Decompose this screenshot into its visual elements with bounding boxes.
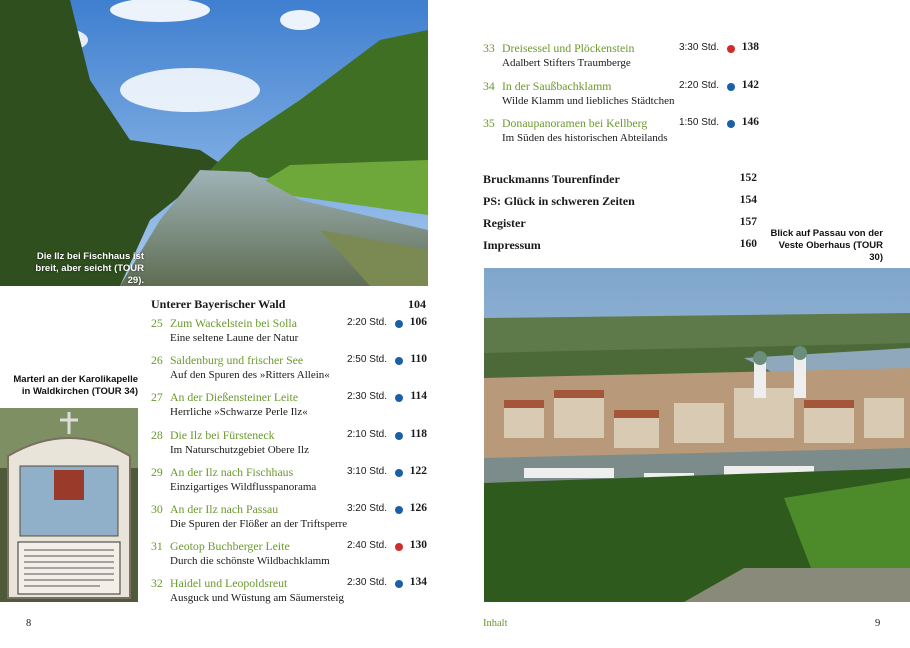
tour-title: Zum Wackelstein bei Solla bbox=[170, 316, 297, 330]
toc-entry bbox=[483, 78, 759, 107]
tour-duration: 3:30 Std. bbox=[678, 42, 719, 53]
section-page: 104 bbox=[408, 297, 426, 311]
tour-title: Donaupanoramen bei Kellberg bbox=[502, 116, 648, 130]
tour-duration: 2:30 Std. bbox=[346, 577, 387, 589]
back-matter-item bbox=[483, 238, 757, 253]
tour-title: An der Dießensteiner Leite bbox=[170, 390, 299, 405]
tour-subtitle: Im Naturschutzgebiet Obere Ilz bbox=[170, 443, 309, 456]
difficulty-dot-icon bbox=[395, 357, 403, 365]
tour-duration: 3:20 Std. bbox=[346, 503, 387, 514]
tour-number: 25 bbox=[151, 316, 163, 330]
tour-duration: 2:30 Std. bbox=[346, 391, 387, 403]
toc-entry bbox=[151, 502, 427, 530]
tour-number: 29 bbox=[151, 464, 163, 479]
tour-subtitle: Einzigartiges Wildflusspanorama bbox=[170, 480, 317, 493]
tour-page: 122 bbox=[409, 464, 427, 477]
difficulty-dot-icon bbox=[395, 320, 403, 328]
tour-title: An der Ilz nach Fischhaus bbox=[170, 464, 294, 479]
tour-page: 134 bbox=[409, 576, 427, 589]
tour-title: Saldenburg und frischer See bbox=[170, 353, 304, 368]
tour-page: 142 bbox=[741, 78, 759, 91]
tour-title: Haidel und Leopoldsreut bbox=[170, 576, 288, 591]
tour-duration: 2:40 Std. bbox=[346, 540, 387, 552]
tour-page: 146 bbox=[741, 116, 759, 128]
tour-number: 28 bbox=[151, 427, 163, 442]
tour-duration: 3:10 Std. bbox=[346, 465, 387, 477]
toc-entry bbox=[483, 116, 759, 144]
marterl-photo bbox=[0, 408, 138, 602]
difficulty-dot-icon bbox=[727, 120, 735, 128]
tour-title: Geotop Buchberger Leite bbox=[170, 539, 290, 554]
toc-entry bbox=[151, 353, 427, 382]
page-number-right: 9 bbox=[875, 618, 881, 629]
tour-title: In der Saußbachklamm bbox=[502, 78, 612, 93]
page-number-left: 8 bbox=[26, 618, 32, 629]
toc-entry bbox=[151, 427, 427, 456]
difficulty-dot-icon bbox=[395, 432, 403, 440]
tour-title: Dreisessel und Plöckenstein bbox=[502, 41, 635, 55]
difficulty-dot-icon bbox=[395, 469, 403, 477]
difficulty-dot-icon bbox=[395, 580, 403, 588]
marterl-photo-caption: Marterl an der Karolikapelle in Waldkirchen (TOUR 34) bbox=[13, 374, 138, 397]
back-matter-page: 157 bbox=[739, 216, 757, 228]
back-matter-page: 152 bbox=[739, 172, 757, 184]
difficulty-dot-icon bbox=[395, 543, 403, 551]
tour-duration: 2:50 Std. bbox=[346, 354, 387, 366]
tour-number: 35 bbox=[483, 116, 495, 130]
tour-title: Die Ilz bei Fürsteneck bbox=[170, 427, 275, 442]
tour-page: 130 bbox=[409, 539, 427, 552]
difficulty-dot-icon bbox=[395, 506, 403, 514]
tour-subtitle: Auf den Spuren des »Ritters Allein« bbox=[170, 369, 330, 382]
back-matter-item bbox=[483, 216, 757, 231]
tour-number: 34 bbox=[483, 78, 495, 93]
tour-subtitle: Durch die schönste Wildbachklamm bbox=[170, 555, 330, 568]
back-matter-item bbox=[483, 194, 757, 209]
tour-number: 31 bbox=[151, 539, 163, 554]
river-photo-caption: Die Ilz bei Fischhaus ist breit, aber seicht (TOUR 29). bbox=[35, 251, 144, 286]
tour-page: 106 bbox=[409, 316, 427, 328]
tour-page: 114 bbox=[410, 390, 427, 403]
tour-number: 33 bbox=[483, 41, 495, 55]
tour-page: 138 bbox=[741, 41, 759, 53]
tour-subtitle: Ausguck und Wüstung am Säumersteig bbox=[170, 592, 344, 605]
tour-title: An der Ilz nach Passau bbox=[170, 502, 279, 516]
tour-subtitle: Herrliche »Schwarze Perle Ilz« bbox=[170, 406, 308, 419]
passau-photo-caption: Blick auf Passau von der Veste Oberhaus (TOUR 30) bbox=[770, 228, 883, 263]
difficulty-dot-icon bbox=[395, 394, 403, 402]
back-matter-label: PS: Glück in schweren Zeiten bbox=[483, 194, 635, 208]
tour-duration: 2:20 Std. bbox=[678, 79, 719, 91]
back-matter-label: Bruckmanns Tourenfinder bbox=[483, 172, 620, 186]
back-matter-label: Register bbox=[483, 216, 526, 230]
tour-duration: 1:50 Std. bbox=[678, 117, 719, 128]
toc-entry bbox=[483, 41, 759, 69]
tour-number: 32 bbox=[151, 576, 163, 591]
back-matter-item bbox=[483, 172, 757, 187]
tour-subtitle: Wilde Klamm und liebliches Städtchen bbox=[502, 94, 675, 107]
footer-label: Inhalt bbox=[483, 618, 508, 629]
back-matter-page: 154 bbox=[739, 194, 757, 206]
tour-number: 30 bbox=[151, 502, 163, 516]
difficulty-dot-icon bbox=[727, 45, 735, 53]
tour-page: 126 bbox=[409, 502, 427, 514]
section-title: Unterer Bayerischer Wald bbox=[151, 297, 286, 311]
back-matter-page: 160 bbox=[739, 238, 757, 250]
toc-entry bbox=[151, 576, 427, 605]
tour-subtitle: Adalbert Stifters Traumberge bbox=[502, 57, 631, 69]
toc-entry bbox=[151, 539, 427, 568]
tour-page: 118 bbox=[410, 427, 427, 440]
tour-subtitle: Im Süden des historischen Abteilands bbox=[502, 132, 668, 144]
tour-subtitle: Die Spuren der Flößer an der Triftsperre bbox=[170, 518, 348, 530]
tour-page: 110 bbox=[410, 353, 427, 366]
toc-entry bbox=[151, 464, 427, 493]
difficulty-dot-icon bbox=[727, 83, 735, 91]
tour-subtitle: Eine seltene Laune der Natur bbox=[170, 332, 299, 344]
river-photo bbox=[0, 0, 428, 286]
tour-duration: 2:10 Std. bbox=[346, 428, 387, 440]
tour-duration: 2:20 Std. bbox=[346, 317, 387, 328]
toc-entry bbox=[151, 316, 427, 344]
tour-number: 27 bbox=[151, 390, 163, 405]
back-matter-label: Impressum bbox=[483, 238, 541, 252]
toc-entry bbox=[151, 390, 427, 419]
tour-number: 26 bbox=[151, 353, 163, 368]
passau-photo bbox=[484, 268, 910, 602]
